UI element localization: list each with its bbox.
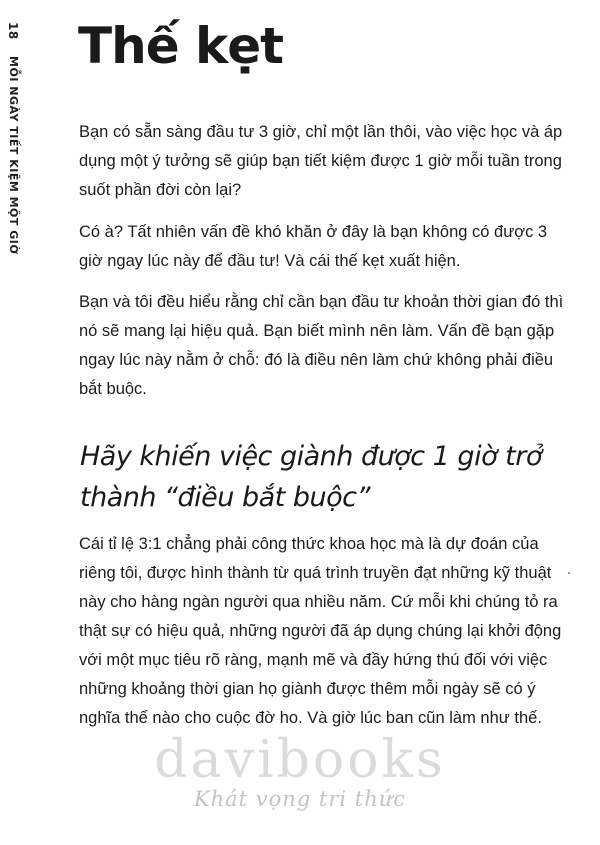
chapter-title: Thế kẹt [78,17,284,75]
page-number: 18 [6,22,20,40]
running-book-title: MỖI NGÀY TIẾT KIỆM MỘT GIỜ [7,56,20,255]
paragraph-1: Bạn có sẵn sàng đầu tư 3 giờ, chỉ một lần thôi, vào việc học và áp dụng một ý tưởng sẽ giúp bạn tiết kiệm được 1 giờ mỗi tuần trong suốt phần đời còn lại? [79,123,563,199]
scan-speck [568,572,570,574]
running-header [6,22,20,254]
watermark-brand: davibooks [154,730,446,790]
section-subheading: Hãy khiến việc giành được 1 giờ trở thành “điều bắt buộc” [80,441,542,513]
paragraph-3: Bạn và tôi đều hiểu rằng chỉ cần bạn đầu tư khoản thời gian đó thì nó sẽ mang lại hiệu quả. Bạn biết mình nên làm. Vấn đề bạn gặp ngay lúc này nằm ở chỗ: đó là điều nên làm chứ không phải điều bắt buộc. [79,293,564,398]
paragraph-4: Cái tỉ lệ 3:1 chẳng phải công thức khoa học mà là dự đoán của riêng tôi, được hình thành từ quá trình truyền đạt những kỹ thuật này cho hàng ngàn người qua nhiều năm. Cứ mỗi khi chúng tỏ ra thật sự có hiệu quả, những người đã áp dụng chúng lại khởi động với một mục tiêu rõ ràng, mạnh mẽ và đầy hứng thú đối với việc những khoảng thời gian họ giành được thêm mỗi ngày sẽ có ý nghĩa thế nào cho cuộc đờ ho. Và giờ lúc ban cũn làm như thế. [79,535,562,727]
paragraph-2: Có à? Tất nhiên vấn đề khó khăn ở đây là bạn không có được 3 giờ ngay lúc này để đầu tư! Và cái thế kẹt xuất hiện. [79,223,548,270]
watermark-tagline: Khát vọng tri thức [193,787,407,811]
